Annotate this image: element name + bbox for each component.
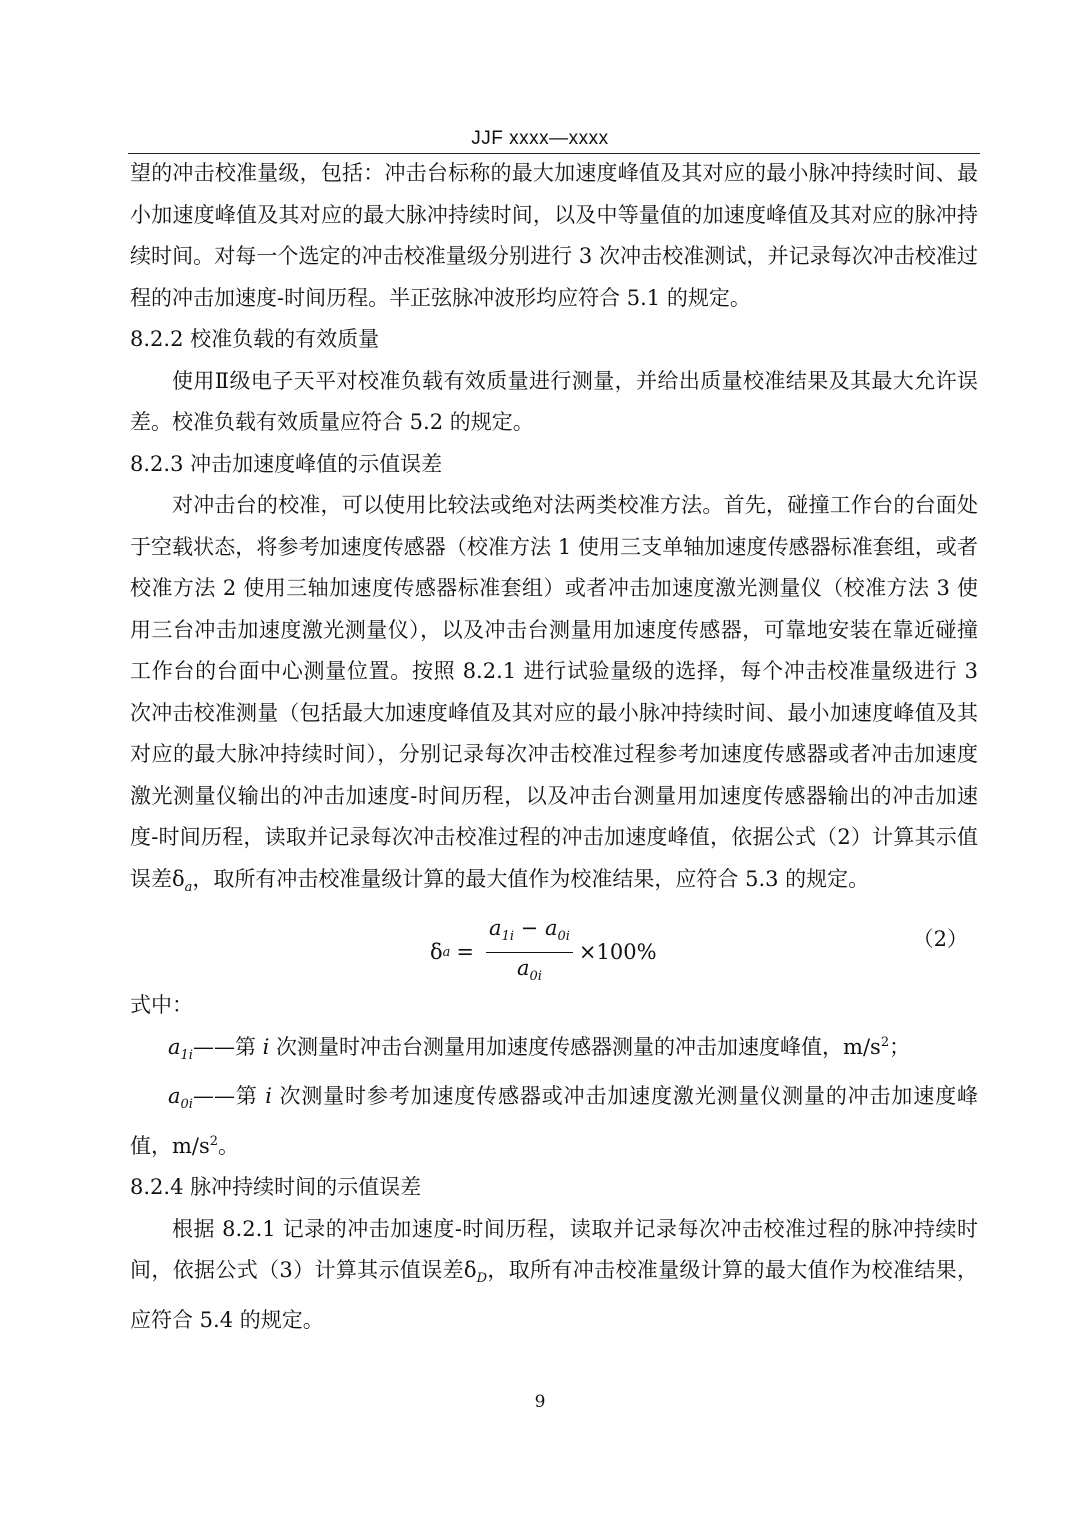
formula-equals: = [456, 939, 475, 964]
def-symbol: a [168, 1084, 181, 1108]
section-8-2-2-title: 8.2.2 校准负载的有效质量 [130, 327, 380, 351]
page-header-code: JJF xxxx—xxxx [471, 128, 609, 149]
formula-lhs: δ [430, 939, 443, 964]
text-run: ，取所有冲击校准量级计算的最大值作为校准结果，应符合 5.3 的规定。 [192, 866, 870, 891]
section-8-2-2-text: 使用Ⅱ级电子天平对校准负载有效质量进行测量，并给出质量校准结果及其最大允许误差。校准负载有效质量应符合 5.2 的规定。 [130, 368, 978, 434]
text-run: 。 [218, 1133, 240, 1158]
definition-a1i [130, 1027, 978, 1077]
formula-label: （2） [912, 927, 968, 951]
delta-symbol: δ [172, 866, 185, 891]
superscript: 2 [880, 1034, 890, 1050]
superscript: 2 [209, 1133, 219, 1149]
document-body [130, 153, 978, 1341]
formula-2 [130, 911, 978, 984]
section-8-2-4-title: 8.2.4 脉冲持续时间的示值误差 [130, 1175, 422, 1199]
formula-tail: ×100% [578, 939, 657, 964]
denominator-a: a [516, 956, 530, 980]
definition-a0i [130, 1076, 978, 1167]
text-run: 对冲击台的校准，可以使用比较法或绝对法两类校准方法。首先，碰撞工作台的台面处于空载状态，将参考加速度传感器（校准方法 1 使用三支单轴加速度传感器标准套组，或者校准方法 2 使用三轴加速度传感器标准套组）或者冲击加速度激光测量仪（校准方法 3 使用三台冲击加速度激光测量仪），以及冲击台测量用加速度传感器，可靠地安装在靠近碰撞工作台的台面中心测量位置。按照 8.2.1 进行试验量级的选择，每个冲击校准量级进行 3 次冲击校准测量（包括最大加速度峰值及其对应的最小脉冲持续时间、最小加速度峰值及其对应的最大脉冲持续时间），分别记录每次冲击校准过程参考加速度传感器或者冲击加速度激光测量仪输出的冲击加速度-时间历程，以及冲击台测量用加速度传感器输出的冲击加速度-时间历程，读取并记录每次冲击校准过程的冲击加速度峰值，依据公式（2）计算其示值误差 [130, 493, 978, 891]
text-run: ——第 [192, 1034, 263, 1059]
numerator-b-sub: 0i [557, 929, 570, 944]
index-i: i [265, 1084, 272, 1108]
def-symbol: a [168, 1034, 181, 1059]
numerator-a: a [489, 916, 502, 940]
numerator-a-sub: 1i [501, 929, 514, 944]
def-symbol-sub: 0i [180, 1097, 193, 1112]
text-run: ——第 [192, 1084, 266, 1108]
section-8-2-4-text [130, 1209, 978, 1342]
delta-subscript: D [476, 1271, 488, 1286]
numerator-minus: − [514, 916, 545, 940]
delta-subscript: a [184, 879, 193, 895]
index-i: i [262, 1034, 270, 1059]
formula-lhs-sub: a [442, 944, 451, 960]
section-8-2-3-title: 8.2.3 冲击加速度峰值的示值误差 [130, 451, 443, 476]
formula-fraction [486, 915, 573, 990]
def-symbol-sub: 1i [180, 1047, 193, 1063]
text-run: 次测量时冲击台测量用加速度传感器测量的冲击加速度峰值，m/s [269, 1034, 881, 1059]
delta-symbol: δ [463, 1258, 477, 1282]
paragraph-continued: 望的冲击校准量级，包括：冲击台标称的最大加速度峰值及其对应的最小脉冲持续时间、最小加速度峰值及其对应的最大脉冲持续时间，以及中等量值的加速度峰值及其对应的脉冲持续时间。对每一个选定的冲击校准量级分别进行 3 次冲击校准测试，并记录每次冲击校准过程的冲击加速度-时间历程。半正弦脉冲波形均应符合 5.1 的规定。 [130, 161, 978, 310]
text-run: 根据 8.2.1 记录的冲击加速度-时间历程，读取并记录每次冲击校准过程的脉冲持续时间，依据公式（3）计算其示值误差 [130, 1216, 978, 1282]
formula-denominator [517, 953, 542, 990]
text-run: ； [889, 1034, 911, 1059]
section-8-2-3-text [130, 485, 978, 908]
formula-expression [430, 915, 657, 990]
numerator-b: a [544, 916, 558, 940]
formula-numerator [486, 915, 573, 953]
where-label: 式中： [130, 993, 193, 1017]
page-number: 9 [534, 1392, 546, 1412]
text-run: ，取所有冲击校准量级计算的最大值作为校准结果，应符合 5.4 的规定。 [130, 1258, 978, 1332]
text-run: 次测量时参考加速度传感器或冲击加速度激光测量仪测量的冲击加速度峰值，m/s [130, 1084, 978, 1158]
denominator-a-sub: 0i [529, 969, 542, 984]
